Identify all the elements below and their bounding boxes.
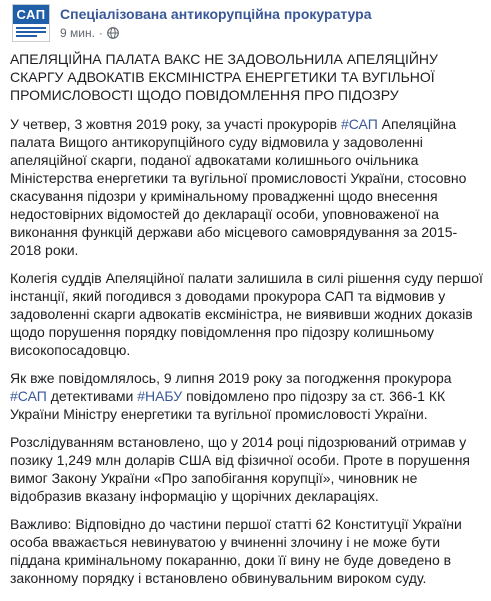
hashtag-link-nabu[interactable]: #НАБУ (137, 388, 183, 404)
hashtag-link-sap[interactable]: #САП (10, 388, 47, 404)
hashtag-link-sap[interactable]: #САП (340, 116, 378, 132)
paragraph-text: Апеляційна палата Вищого антикорупційного суду відмовила у задоволенні апеляційної скарги, поданої адвокатами колишнього очільника Міністерства енергетики та вугільної промисловості України, стосовно скасування підозри у кримінальному провадженні щодо внесення недостовірних відомостей до декларації особи, уповноваженої на виконання функцій держави або місцевого самоврядування за 2015-2018 роки. (10, 116, 467, 258)
post-paragraph-3 (10, 369, 484, 423)
post-paragraph-4: Розслідуванням встановлено, що у 2014 році підозрюваний отримав у позику 1,249 млн доларів США від фізичної особи. Проте в порушення вимог Закону України «Про запобігання корупції», чиновник не відобразив вказану інформацію у щорічних деклараціях. (10, 434, 471, 504)
paragraph-text: Як вже повідомлялось, 9 липня 2019 року за погодження прокурора (10, 370, 452, 386)
globe-icon[interactable] (107, 27, 119, 39)
post-headline: АПЕЛЯЦІЙНА ПАЛАТА ВАКС НЕ ЗАДОВОЛЬНИЛА АПЕЛЯЦІЙНУ СКАРГУ АДВОКАТІВ ЕКСМІНІСТРА ЕНЕРГЕТИКИ ТА ВУГІЛЬНОЇ ПРОМИСЛОВОСТІ ЩОДО ПОВІДОМЛЕННЯ ПРО ПІДОЗРУ (10, 51, 438, 103)
page-name-link[interactable]: Спеціалізована антикорупційна прокуратура (60, 6, 372, 22)
post-paragraph-2: Колегія суддів Апеляційної палати залишила в силі рішення суду першої інстанції, який погодився з доводами прокурора САП та відмовив у задоволенні скарги адвокатів ексміністра, не виявивши жодних доказів щодо порушення порядку повідомлення про підозру колишньому високопосадовцю. (10, 270, 483, 358)
post-body (10, 50, 484, 597)
post-paragraph-1 (10, 115, 484, 259)
post-header (0, 0, 491, 50)
paragraph-text: У четвер, 3 жовтня 2019 року, за участі прокурорів (10, 116, 341, 132)
meta-separator: · (98, 26, 103, 40)
avatar-logo-text: САП (13, 5, 49, 24)
paragraph-text: повідомлено про підозру за ст. 366-1 КК України Міністру енергетики та вугільної промисловості України. (10, 388, 446, 422)
post-paragraph-5: Важливо: Відповідно до частини першої статті 62 Конституції України особа вважається невинуватою у вчиненні злочину і не може бути піддана кримінальному покаранню, доки її вину не буде доведено в законному порядку і встановлено обвинувальним вироком суду. (10, 516, 462, 586)
post-meta (60, 26, 119, 40)
avatar-decoration (13, 24, 49, 37)
paragraph-text: детективами (46, 388, 138, 404)
avatar[interactable] (12, 4, 50, 42)
post-timestamp[interactable]: 9 мин. (60, 26, 95, 40)
